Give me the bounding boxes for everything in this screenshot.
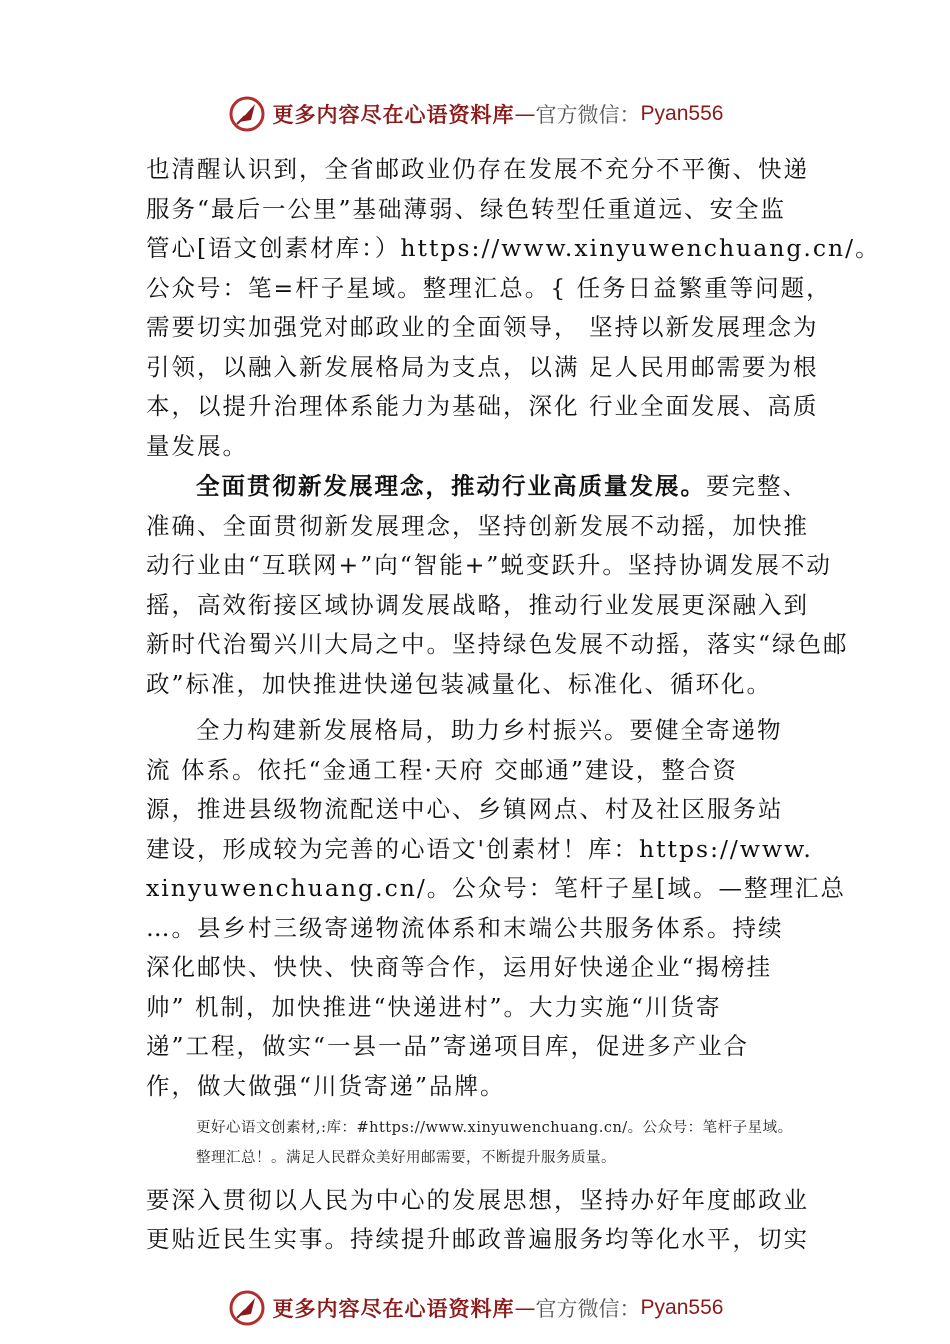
body-line: 管心[语文创素材库：）https://www.xinyuwenchuang.cn/。 xyxy=(146,234,881,262)
footer-banner xyxy=(0,1286,950,1330)
section-lead-text: 要完整、 xyxy=(706,472,808,500)
body-line: 帅” 机制，加快推进“快递进村”。大力实施“川货寄 xyxy=(146,993,722,1021)
body-line: 递”工程，做实“一县一品”寄递项目库，促进多产业合 xyxy=(146,1032,750,1060)
body-line: 公众号：笔=杆子星域。整理汇总。{ 任务日益繁重等问题， xyxy=(146,274,832,302)
section-heading-line xyxy=(196,466,808,506)
body-line: 新时代治蜀兴川大局之中。坚持绿色发展不动摇，落实“绿色邮 xyxy=(146,630,849,658)
note-line: 更好心语文创素材,:库：#https://www.xinyuwenchuang.cn/。公众号：笔杆子星域。 xyxy=(196,1120,793,1136)
body-line: 流 体系。依托“金通工程·天府 交邮通”建设，整合资 xyxy=(146,756,738,784)
banner-wechat-label: 官方微信： xyxy=(535,1297,641,1321)
body-line: 全力构建新发展格局，助力乡村振兴。要健全寄递物 xyxy=(196,716,783,744)
section-heading: 全面贯彻新发展理念，推动行业高质量发展。 xyxy=(196,472,706,500)
body-line: 引领，以融入新发展格局为支点，以满 足人民用邮需要为根 xyxy=(146,353,819,381)
body-line: 摇，高效衔接区域协调发展战略，推动行业发展更深融入到 xyxy=(146,591,809,619)
body-line: 也清醒认识到，全省邮政业仍存在发展不充分不平衡、快递 xyxy=(146,155,809,183)
quill-seal-logo-icon xyxy=(227,94,267,134)
body-line: 建设，形成较为完善的心语文'创素材！库：https://www. xyxy=(146,835,813,863)
body-line: 政”标准，加快推进快递包装减量化、标准化、循环化。 xyxy=(146,670,773,698)
body-line: 深化邮快、快快、快商等合作，运用好快递企业“揭榜挂 xyxy=(146,953,773,981)
banner-wechat-label: 官方微信： xyxy=(535,103,641,127)
quill-seal-logo-icon xyxy=(227,1288,267,1328)
banner-wechat-id: Pyan556 xyxy=(640,1296,724,1319)
body-line: 量发展。 xyxy=(146,432,248,460)
body-line: 作，做大做强“川货寄递”品牌。 xyxy=(146,1072,506,1100)
banner-dash: — xyxy=(514,1296,536,1320)
body-line: 准确、全面贯彻新发展理念，坚持创新发展不动摇，加快推 xyxy=(146,512,809,540)
body-line: 动行业由“互联网+”向“智能+”蜕变跃升。坚持协调发展不动 xyxy=(146,551,832,579)
body-line: 需要切实加强党对邮政业的全面领导， 坚持以新发展理念为 xyxy=(146,313,819,341)
header-banner xyxy=(0,92,950,136)
body-line: 要深入贯彻以人民为中心的发展思想，坚持办好年度邮政业 xyxy=(146,1186,809,1214)
body-line: 服务“最后一公里”基础薄弱、绿色转型任重道远、安全监 xyxy=(146,195,787,223)
banner-wechat-id: Pyan556 xyxy=(640,102,724,125)
banner-dash: — xyxy=(514,102,536,126)
banner-title: 更多内容尽在心语资料库 xyxy=(272,103,515,127)
body-line: 源，推进县级物流配送中心、乡镇网点、村及社区服务站 xyxy=(146,795,784,823)
body-line: 更贴近民生实事。持续提升邮政普遍服务均等化水平，切实 xyxy=(146,1225,809,1253)
body-line: xinyuwenchuang.cn/。公众号：笔杆子星[域。—整理汇总 xyxy=(146,874,846,902)
note-line: 整理汇总！。满足人民群众美好用邮需要，不断提升服务质量。 xyxy=(196,1150,616,1166)
body-line: 本，以提升治理体系能力为基础，深化 行业全面发展、高质 xyxy=(146,392,819,420)
banner-title: 更多内容尽在心语资料库 xyxy=(272,1297,515,1321)
body-line: …。县乡村三级寄递物流体系和末端公共服务体系。持续 xyxy=(146,914,784,942)
